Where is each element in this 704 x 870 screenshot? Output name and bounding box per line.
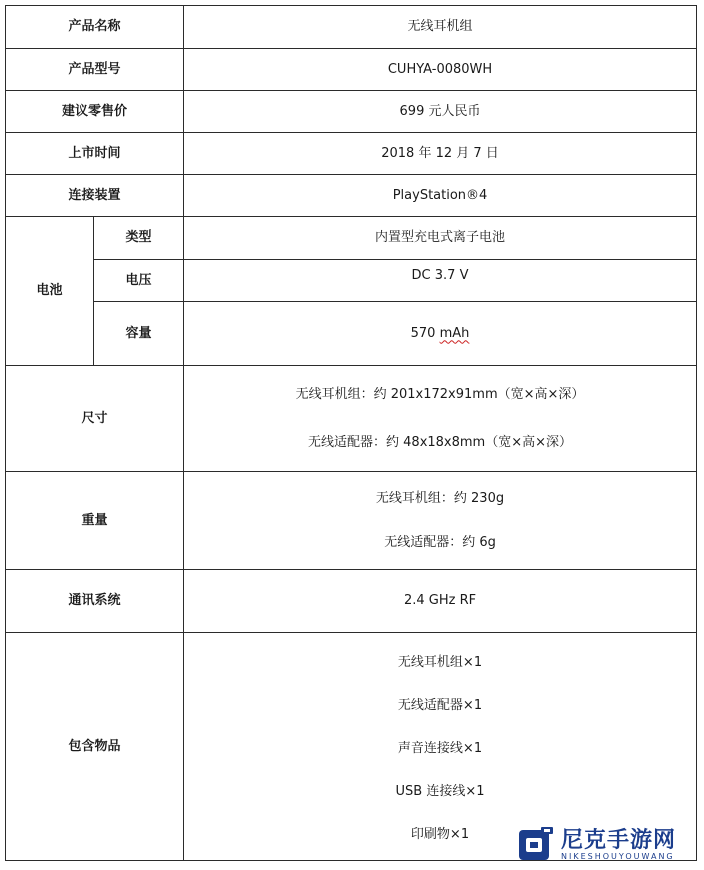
table-row <box>6 260 697 302</box>
weight-line-headset: 无线耳机组：约 230g <box>375 490 505 506</box>
row-sublabel-battery-capacity: 容量 <box>94 302 184 366</box>
row-value-device: PlayStation®4 <box>184 175 697 217</box>
list-item: 声音连接线×1 <box>397 740 483 756</box>
row-sublabel-battery-type: 类型 <box>94 217 184 260</box>
capacity-number: 570 <box>410 325 440 341</box>
list-item: 无线适配器×1 <box>397 697 483 713</box>
watermark-title: 尼克手游网 <box>561 827 677 853</box>
row-label-weight: 重量 <box>6 472 184 570</box>
weight-line-adapter: 无线适配器：约 6g <box>384 534 496 550</box>
table-row <box>6 175 697 217</box>
row-value-weight <box>184 472 697 570</box>
watermark-subtitle: NIKESHOUYOUWANG <box>561 852 675 861</box>
row-value-size <box>184 366 697 472</box>
row-label-price: 建议零售价 <box>6 91 184 133</box>
row-sublabel-battery-voltage: 电压 <box>94 260 184 302</box>
capacity-unit: mAh <box>439 325 470 341</box>
row-label-comm-system: 通讯系统 <box>6 570 184 633</box>
table-row <box>6 570 697 633</box>
row-value-price: 699 元人民币 <box>184 91 697 133</box>
row-label-model: 产品型号 <box>6 49 184 91</box>
row-value-release-date: 2018 年 12 月 7 日 <box>184 133 697 175</box>
row-label-contents: 包含物品 <box>6 633 184 861</box>
row-label-release-date: 上市时间 <box>6 133 184 175</box>
row-value-comm-system: 2.4 GHz RF <box>184 570 697 633</box>
row-label-device: 连接装置 <box>6 175 184 217</box>
watermark-logo-icon <box>517 826 555 864</box>
row-value-battery-type: 内置型充电式离子电池 <box>184 217 697 260</box>
row-value-product-name: 无线耳机组 <box>184 6 697 49</box>
table-row <box>6 6 697 49</box>
table-row <box>6 366 697 472</box>
spec-table <box>5 5 697 861</box>
table-row <box>6 472 697 570</box>
list-item: 印刷物×1 <box>410 826 470 842</box>
list-item: 无线耳机组×1 <box>397 654 483 670</box>
row-label-size: 尺寸 <box>6 366 184 472</box>
table-row <box>6 49 697 91</box>
row-label-battery: 电池 <box>6 217 94 366</box>
row-value-model: CUHYA-0080WH <box>184 49 697 91</box>
size-line-adapter: 无线适配器：约 48x18x8mm（宽×高×深） <box>308 434 573 450</box>
table-row <box>6 133 697 175</box>
row-value-battery-capacity <box>184 302 697 366</box>
table-row <box>6 217 697 260</box>
list-item: USB 连接线×1 <box>395 783 485 799</box>
size-line-headset: 无线耳机组：约 201x172x91mm（宽×高×深） <box>295 386 585 402</box>
table-row <box>6 91 697 133</box>
row-value-battery-voltage: DC 3.7 V <box>184 260 697 302</box>
row-label-product-name: 产品名称 <box>6 6 184 49</box>
table-row <box>6 302 697 366</box>
watermark <box>517 826 676 864</box>
